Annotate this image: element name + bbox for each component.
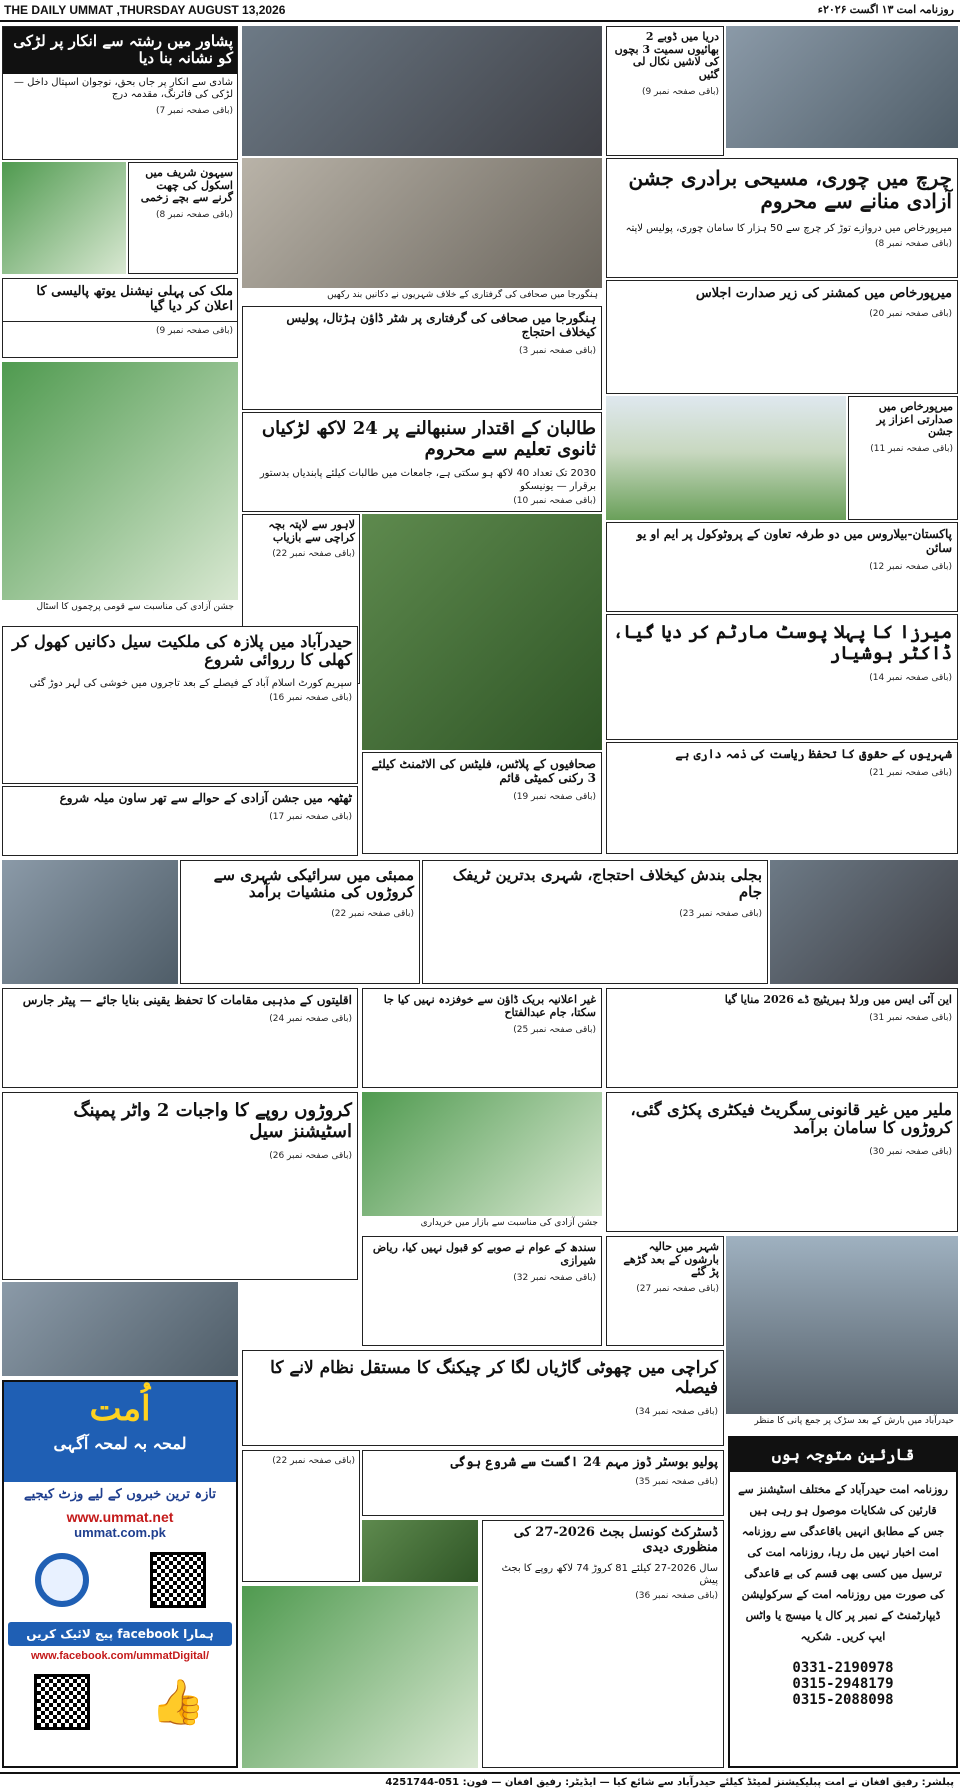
- ref-flood-kids: (باقی صفحہ نمبر 9): [641, 86, 719, 97]
- story-taliban: [242, 412, 602, 512]
- headline-school-roof: سیہون شریف میں اسکول کی چھت گرنے سے بچے زخمی: [140, 166, 233, 205]
- story-mumbai: [180, 860, 420, 984]
- story-mirpur-commissioner: [606, 280, 958, 394]
- story-peshawar: [2, 26, 238, 160]
- headline-sindh-people: سندھ کے عوام نے صوبے کو قبول نہیں کیا، ریاض شیرازی: [372, 1241, 596, 1267]
- masthead-english: THE DAILY UMMAT ,THURSDAY AUGUST 13,2026: [4, 3, 286, 17]
- story-assembly-caption: [848, 396, 958, 520]
- qr-code-icon: [150, 1552, 206, 1608]
- headline-flood-kids: دریا میں ڈوبے 2 بھائیوں سمیت 3 بچوں کی لاشیں نکال لی گئیں: [614, 30, 719, 81]
- ref-minorities: (باقی صفحہ نمبر 24): [269, 1013, 352, 1024]
- caption-shop-closed: ہنگورجا میں صحافی کی گرفتاری کے خلاف شہریوں نے دکانیں بند رکھیں: [242, 288, 602, 304]
- ref-independence-mela: (باقی صفحہ نمبر 17): [269, 811, 352, 822]
- photo-market-flags: [362, 1092, 602, 1216]
- headline-youth-policy: ملک کی پہلی نیشنل یوتھ پالیسی کا اعلان کر دیا گیا: [3, 279, 237, 322]
- sub-peshawar: شادی سے انکار پر جاں بحق، نوجوان اسپتال داخل — لڑکی کی فائرنگ، مقدمہ درج: [13, 76, 233, 100]
- ref-polio: (باقی صفحہ نمبر 35): [635, 1476, 718, 1487]
- story-water-pumps: [2, 1092, 358, 1280]
- ad-fb-label: ہمارا facebook پیج لائیک کریں: [8, 1622, 232, 1646]
- headline-citizens-rights: شہریوں کے حقوق کا تحفظ ریاست کی ذمہ داری ہے: [675, 747, 952, 761]
- ref-pak-belarus: (باقی صفحہ نمبر 12): [869, 561, 952, 572]
- headline-protest-electricity: بجلی بندش کیخلاف احتجاج، شہری بدترین ٹریفک جام: [452, 866, 762, 902]
- ref-karachi-checking: (باقی صفحہ نمبر 34): [635, 1407, 718, 1418]
- story-hyderabad-police: [2, 626, 358, 784]
- headline-journalists-allotment: صحافیوں کے پلاٹس، فلیٹس کی الاٹمنٹ کیلئے 3 رکنی کمیٹی قائم: [371, 757, 596, 785]
- masthead-urdu: روزنامہ امت ۱۳ اگست ۲۰۲۶ء: [817, 4, 954, 16]
- story-mirza-postmortem: [606, 614, 958, 740]
- ref-citizens-rights: (باقی صفحہ نمبر 21): [869, 767, 952, 778]
- ref-mumbai: (باقی صفحہ نمبر 22): [331, 908, 414, 919]
- footer-imprint: [0, 1772, 960, 1792]
- ref-peshawar: (باقی صفحہ نمبر 7): [155, 105, 233, 116]
- notice-body: روزنامہ امت حیدرآباد کے مختلف اسٹیشنز سے قارئین کی شکایات موصول ہو رہی ہیں جس کے مطابق انہیں باقاعدگی سے روزنامہ امت اخبار نہیں مل رہا، روزنامہ امت کی ترسیل میں کسی بھی قسم کی بے قاعدگی کی صورت میں روزنامہ امت کے سرکولیشن ڈیپارٹمنٹ کے نمبر پر کال یا میسج یا واٹس ایپ کریں۔ شکریہ: [738, 1483, 948, 1643]
- story-ilm-week: [606, 988, 958, 1088]
- headline-rain: شہر میں حالیہ بارشوں کے بعد گڑھے پڑ گئے: [623, 1240, 719, 1279]
- ref-gharo-cigarette: (باقی صفحہ نمبر 30): [869, 1146, 952, 1157]
- headline-traffic-harassment: غیر اعلانیہ بریک ڈاؤن سے خوفزدہ نہیں کیا جا سکتا، جام عبدالفتاح: [383, 993, 596, 1019]
- ad-site2[interactable]: ummat.com.pk: [74, 1524, 166, 1540]
- story-citizens-rights: [606, 742, 958, 854]
- story-rain: [606, 1236, 724, 1346]
- ad-ummat-digital: [2, 1380, 238, 1768]
- sub-church: میرپورخاص میں دروازے توڑ کر چرچ سے 50 ہزار کا سامان چوری، پولیس لاپتہ: [625, 223, 952, 234]
- thumbs-up-icon: 👍: [150, 1676, 206, 1728]
- ref-lahore-small: (باقی صفحہ نمبر 22): [272, 1456, 355, 1466]
- ad-brand: اُمت: [89, 1389, 151, 1429]
- story-journalist: [242, 306, 602, 410]
- headline-church: چرچ میں چوری، مسیحی برادری جشن آزادی منانے سے محروم: [628, 166, 952, 213]
- story-minorities: [2, 988, 358, 1088]
- qr-code-icon: [34, 1674, 90, 1730]
- photo-flag-market: [242, 1586, 478, 1768]
- photo-rain-street: [726, 1236, 958, 1414]
- ref-lahore-karachi: (باقی صفحہ نمبر 22): [272, 549, 355, 560]
- notice-readers: [728, 1436, 958, 1768]
- headline-gharo-cigarette: ملیر میں غیر قانونی سگریٹ فیکٹری پکڑی گئی، کروڑوں کا سامان برآمد: [630, 1100, 952, 1138]
- ad-tagline: لمحہ بہ لمحہ آگہی: [53, 1434, 187, 1454]
- story-youth-policy: [2, 278, 238, 358]
- headline-taliban: طالبان کے اقتدار سنبھالنے پر 24 لاکھ لڑکیاں ثانوی تعلیم سے محروم: [261, 418, 596, 460]
- headline-mumbai: ممبئی میں سرائیکی شہری سے کروڑوں کی منشیات برآمد: [213, 866, 414, 902]
- ref-school-roof: (باقی صفحہ نمبر 8): [155, 209, 233, 220]
- masthead: [0, 0, 960, 22]
- ad-urge: تازہ ترین خبروں کے لیے وزٹ کیجیے: [23, 1487, 217, 1502]
- photo-ribbon-cutting: [2, 860, 178, 984]
- ref-traffic-harassment: (باقی صفحہ نمبر 25): [513, 1025, 596, 1036]
- photo-meeting: [726, 26, 958, 148]
- headline-assembly-caption: میرپورخاص میں صدارتی اعزاز پر جشن: [876, 400, 953, 439]
- caption-flags-stall: جشن آزادی کی مناسبت سے قومی پرچموں کا اسٹال: [2, 600, 238, 622]
- headline-hyderabad-police: حیدرآباد میں پلازہ کی ملکیت سیل دکانیں کھول کر کھلی کا رروائی شروع: [12, 632, 352, 670]
- notice-phone-2[interactable]: 0315-2948179: [792, 1675, 894, 1692]
- photo-press-meeting: [2, 1282, 238, 1376]
- photo-flag-stall: [2, 362, 238, 600]
- ref-journalist: (باقی صفحہ نمبر 3): [518, 345, 596, 356]
- headline-mirza-postmortem: میرزا کا پہلا پوسٹ مارٹم کر دیا گیا، ڈاکٹر ہوشیار: [612, 622, 952, 664]
- headline-pak-belarus: پاکستان-بیلاروس میں دو طرفہ تعاون کے پروٹوکول پر ایم او یو سائن: [636, 527, 952, 555]
- notice-title: قارئین متوجہ ہوں: [730, 1438, 956, 1472]
- ref-ilm-week: (باقی صفحہ نمبر 31): [869, 1012, 952, 1023]
- photo-small: [362, 1520, 478, 1582]
- story-gharo-cigarette: [606, 1092, 958, 1232]
- photo-assembly-building: [606, 396, 846, 520]
- story-karachi-checking: [242, 1350, 724, 1446]
- photo-school-gate: [362, 514, 602, 750]
- headline-minorities: اقلیتوں کے مذہبی مقامات کا تحفظ یقینی بنایا جائے — پیٹر جارس: [22, 993, 352, 1007]
- headline-polio: پولیو بوسٹر ڈوز مہم 24 اگست سے شروع ہوگی: [450, 1455, 718, 1470]
- story-journalists-allotment: [362, 752, 602, 854]
- headline-mirpur-commissioner: میرپورخاص میں کمشنر کی زیر صدارت اجلاس: [695, 286, 952, 301]
- ref-mirpur-commissioner: (باقی صفحہ نمبر 20): [869, 308, 952, 319]
- ref-mirza-postmortem: (باقی صفحہ نمبر 14): [869, 673, 952, 684]
- story-lahore-small: [242, 1450, 360, 1582]
- story-sindh-people: [362, 1236, 602, 1346]
- ref-journalists-allotment: (باقی صفحہ نمبر 19): [513, 791, 596, 802]
- notice-phone-3[interactable]: 0315-2088098: [792, 1691, 894, 1708]
- ref-hyderabad-police: (باقی صفحہ نمبر 16): [269, 693, 352, 704]
- story-budget: [482, 1520, 724, 1768]
- photo-protest-crowd: [242, 26, 602, 156]
- story-polio: [362, 1450, 724, 1516]
- story-flood-kids: [606, 26, 724, 156]
- headline-independence-mela: ٹھٹھہ میں جشن آزادی کے حوالے سے تھر ساون میلہ شروع: [59, 791, 352, 805]
- photo-students: [2, 162, 126, 274]
- ad-fb-url[interactable]: www.facebook.com/ummatDigital/: [30, 1649, 210, 1662]
- ref-rain: (باقی صفحہ نمبر 27): [636, 1283, 719, 1294]
- photo-officials: [770, 860, 958, 984]
- footer-text: پبلشر: رفیق افغان نے امت پبلیکیشنز لمیٹڈ کیلئے حیدرآباد سے شائع کیا — ایڈیٹر: رفیق افغان — فون: 051-4251744: [385, 1777, 954, 1788]
- sub-hyderabad-police: سپریم کورٹ اسلام آباد کے فیصلے کے بعد تاجروں میں خوشی کی لہر دوڑ گئی: [29, 677, 352, 689]
- headline-karachi-checking: کراچی میں چھوٹی گاڑیاں لگا کر چیکنگ کا مستقل نظام لانے کا فیصلہ: [270, 1358, 718, 1398]
- headline-journalist: ہنگورجا میں صحافی کی گرفتاری پر شٹر ڈاؤن ہڑتال، پولیس کیخلاف احتجاج: [286, 311, 596, 339]
- sub-taliban: 2030 تک تعداد 40 لاکھ ہو سکتی ہے، جامعات میں طالبات کیلئے پابندیاں بدستور برقرار — یونیسکو: [259, 468, 596, 492]
- story-pak-belarus: [606, 522, 958, 612]
- ref-assembly-caption: (باقی صفحہ نمبر 11): [870, 443, 953, 454]
- caption-market-flags: جشن آزادی کی مناسبت سے بازار میں خریداری: [362, 1216, 602, 1232]
- story-traffic-harassment: [362, 988, 602, 1088]
- ref-church: (باقی صفحہ نمبر 8): [874, 238, 952, 249]
- ref-budget: (باقی صفحہ نمبر 36): [635, 1590, 718, 1601]
- sub-budget: سال 2026-27 کیلئے 81 کروڑ 74 لاکھ روپے کا بجٹ پیش: [501, 1562, 718, 1587]
- headline-budget: ڈسٹرکٹ کونسل بجٹ 2026-27 کی منظوری دیدی: [513, 1525, 718, 1555]
- story-church: [606, 158, 958, 278]
- ref-sindh-people: (باقی صفحہ نمبر 32): [513, 1273, 596, 1284]
- headline-lahore-karachi: لاہور سے لاپتہ بچہ کراچی سے بازیاب: [268, 518, 355, 544]
- headline-peshawar: پشاور میں رشتہ سے انکار پر لڑکی کو نشانہ بنا دیا: [3, 27, 237, 74]
- headline-water-pumps: کروڑوں روپے کا واجبات 2 واٹر پمپنگ اسٹیشنز سیل: [73, 1100, 352, 1142]
- headline-ilm-week: این آئی ایس میں ورلڈ ہیریٹیج ڈے 2026 منایا گیا: [724, 993, 952, 1006]
- ref-youth-policy: (باقی صفحہ نمبر 9): [155, 325, 233, 336]
- ad-site1[interactable]: www.ummat.net: [66, 1508, 174, 1525]
- photo-closed-shops: [242, 158, 602, 288]
- notice-phone-1[interactable]: 0331-2190978: [792, 1659, 894, 1676]
- ref-water-pumps: (باقی صفحہ نمبر 26): [269, 1151, 352, 1162]
- story-independence-mela: [2, 786, 358, 856]
- caption-rain-street: حیدرآباد میں بارش کے بعد سڑک پر جمع پانی کا منظر: [726, 1414, 958, 1432]
- magnifier-icon: [35, 1553, 89, 1607]
- story-school-roof: [128, 162, 238, 274]
- ref-taliban: (باقی صفحہ نمبر 10): [513, 496, 596, 507]
- story-protest-electricity: [422, 860, 768, 984]
- ref-protest-electricity: (باقی صفحہ نمبر 23): [679, 908, 762, 919]
